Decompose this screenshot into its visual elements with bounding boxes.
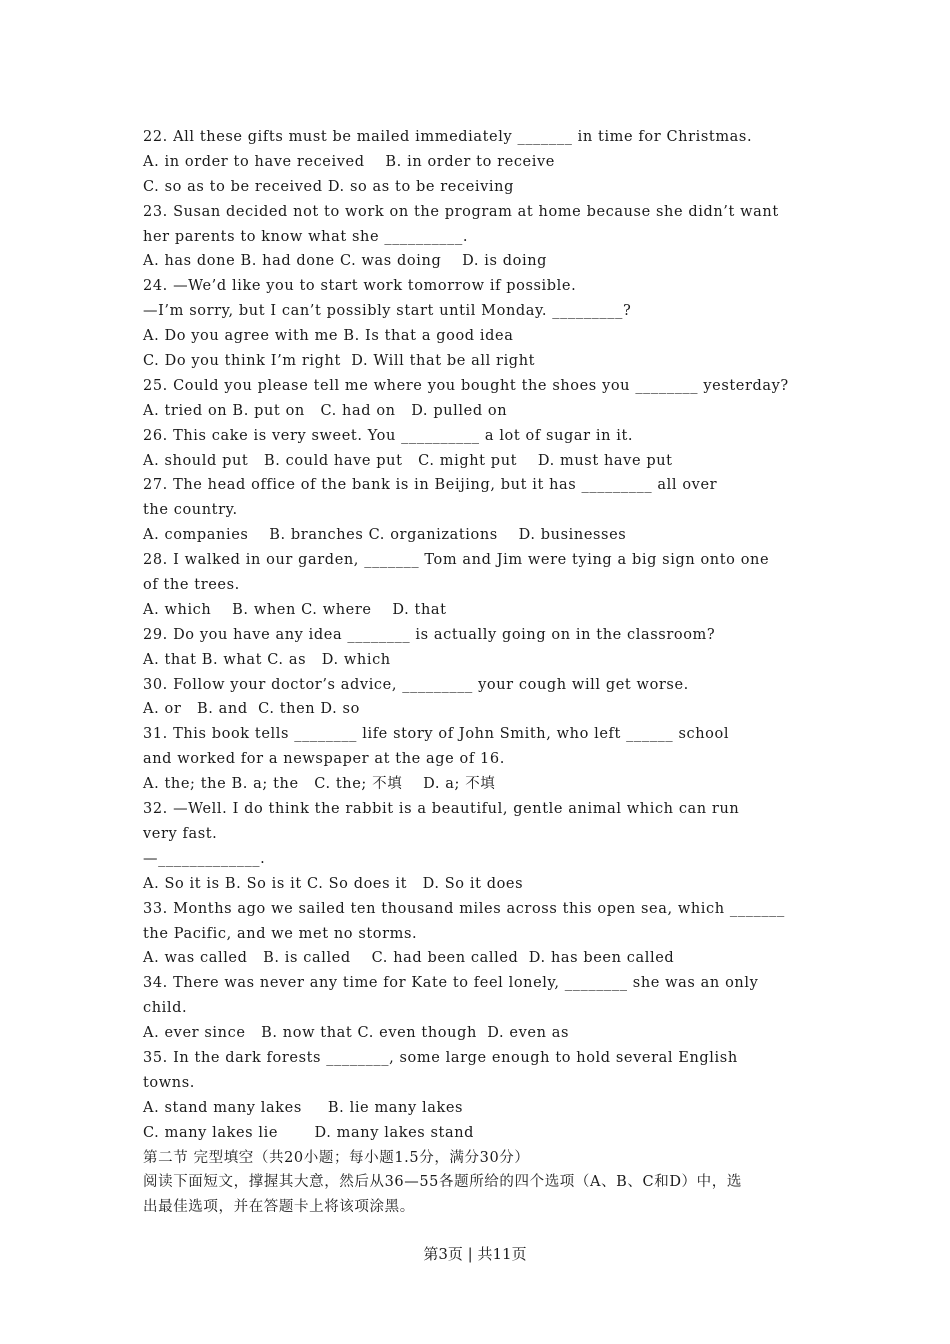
text-line: the country. bbox=[143, 502, 238, 519]
text-line: 第二节 完型填空（共20小题；每小题1.5分，满分30分） bbox=[143, 1149, 530, 1166]
page-content bbox=[143, 125, 823, 1220]
text-line: A. or B. and C. then D. so bbox=[143, 701, 360, 718]
text-line: 35. In the dark forests ________, some large enough to hold several English bbox=[143, 1049, 738, 1066]
text-line: 27. The head office of the bank is in Beijing, but it has _________ all over bbox=[143, 477, 718, 494]
text-line: C. Do you think I’m right D. Will that be all right bbox=[143, 353, 536, 370]
text-line: and worked for a newspaper at the age of 16. bbox=[143, 751, 505, 768]
text-line: A. that B. what C. as D. which bbox=[143, 651, 391, 668]
text-line: —I’m sorry, but I can’t possibly start until Monday. _________? bbox=[143, 303, 632, 320]
page-footer: 第3页 | 共11页 bbox=[423, 1245, 527, 1263]
text-line: 28. I walked in our garden, _______ Tom and Jim were tying a big sign onto one bbox=[143, 552, 770, 569]
text-line: A. Do you agree with me B. Is that a good idea bbox=[143, 328, 514, 345]
text-line: —_____________. bbox=[143, 850, 266, 867]
text-line: her parents to know what she __________. bbox=[143, 228, 469, 245]
text-line: A. stand many lakes B. lie many lakes bbox=[143, 1099, 464, 1116]
text-line: 阅读下面短文，撑握其大意，然后从36—55各题所给的四个选项（A、B、C和D）中，选 bbox=[143, 1174, 742, 1191]
text-line: of the trees. bbox=[143, 577, 240, 594]
text-line: A. ever since B. now that C. even though D. even as bbox=[143, 1025, 570, 1042]
text-line: 34. There was never any time for Kate to feel lonely, ________ she was an only bbox=[143, 975, 759, 992]
text-line: 31. This book tells ________ life story of John Smith, who left ______ school bbox=[143, 726, 730, 743]
text-line: 出最佳选项，并在答题卡上将该项涂黑。 bbox=[143, 1199, 415, 1216]
text-line: 30. Follow your doctor’s advice, _________ your cough will get worse. bbox=[143, 676, 689, 693]
text-line: A. So it is B. So is it C. So does it D. So it does bbox=[143, 875, 524, 892]
text-line: A. tried on B. put on C. had on D. pulled on bbox=[143, 402, 508, 419]
text-line: A. which B. when C. where D. that bbox=[143, 601, 447, 618]
text-line: A. was called B. is called C. had been called D. has been called bbox=[143, 950, 675, 967]
text-line: C. many lakes lie D. many lakes stand bbox=[143, 1124, 475, 1141]
text-line: 22. All these gifts must be mailed immediately _______ in time for Christmas. bbox=[143, 129, 753, 145]
text-line: the Pacific, and we met no storms. bbox=[143, 925, 418, 942]
text-line: 24. —We’d like you to start work tomorrow if possible. bbox=[143, 278, 577, 295]
text-line: towns. bbox=[143, 1074, 195, 1091]
text-line: 33. Months ago we sailed ten thousand miles across this open sea, which _______ bbox=[143, 900, 785, 917]
text-line: very fast. bbox=[143, 825, 218, 842]
text-line: A. should put B. could have put C. might put D. must have put bbox=[143, 452, 673, 469]
text-line: 32. —Well. I do think the rabbit is a beautiful, gentle animal which can run bbox=[143, 801, 740, 818]
text-line: child. bbox=[143, 1000, 188, 1017]
text-line: 25. Could you please tell me where you bought the shoes you ________ yesterday? bbox=[143, 377, 789, 394]
text-line: A. in order to have received B. in order to receive bbox=[143, 153, 555, 170]
text-line: 29. Do you have any idea ________ is actually going on in the classroom? bbox=[143, 626, 716, 643]
text-line: C. so as to be received D. so as to be receiving bbox=[143, 178, 514, 195]
text-line: A. has done B. had done C. was doing D. is doing bbox=[143, 253, 548, 270]
text-line: 26. This cake is very sweet. You __________ a lot of sugar in it. bbox=[143, 427, 634, 444]
text-line: 23. Susan decided not to work on the program at home because she didn’t want bbox=[143, 203, 779, 220]
text-line: A. companies B. branches C. organizations D. businesses bbox=[143, 527, 627, 544]
text-line: A. the; the B. a; the C. the; 不填 D. a; 不填 bbox=[143, 776, 496, 793]
